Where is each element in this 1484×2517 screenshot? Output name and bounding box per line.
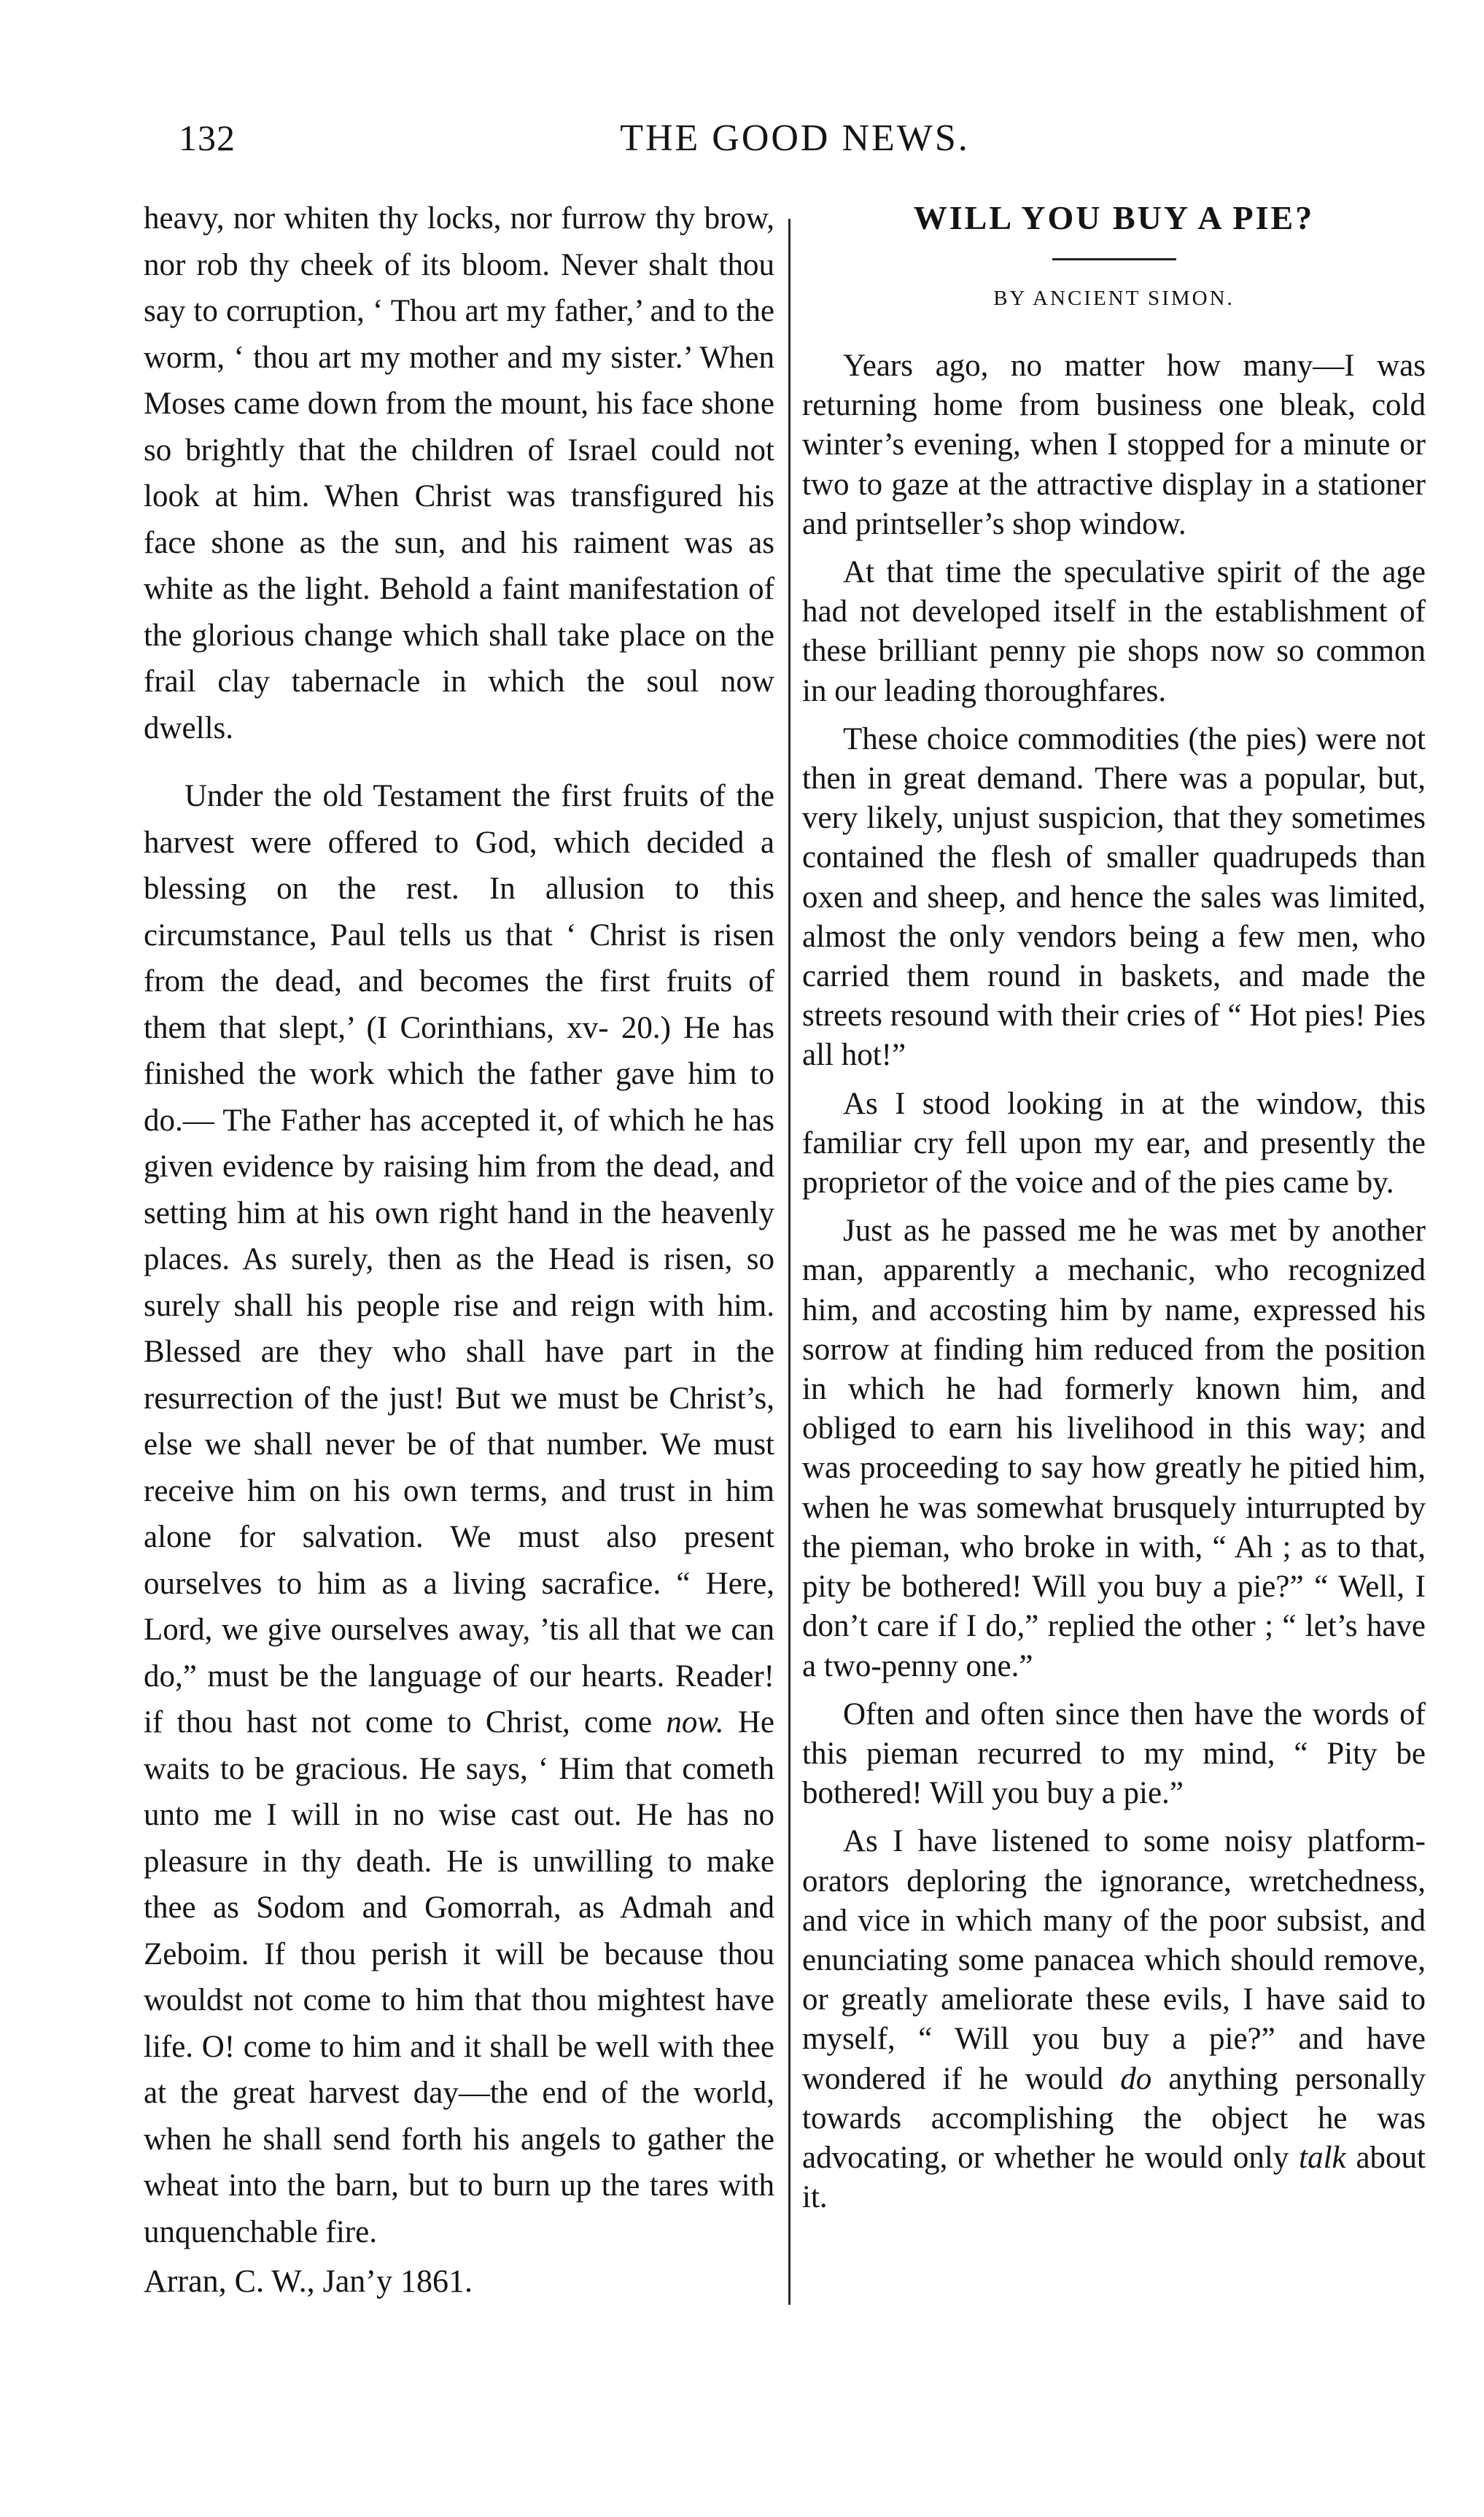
article-paragraph: At that time the speculative spirit of the age had not developed itself in the establishment of these brilliant penny pie shops now so common in our leading thoroughfares. — [802, 555, 1426, 708]
right-column — [802, 195, 1426, 2217]
emphasis-now: now. — [666, 1705, 724, 1740]
article-paragraph: Often and often since then have the words of this pieman recurred to my mind, “ Pity be bothered! Will you buy a pie.” — [802, 1696, 1426, 1811]
emphasis-talk: talk — [1299, 2140, 1346, 2175]
page-header — [179, 117, 1411, 175]
emphasis-do: do — [1120, 2061, 1152, 2096]
article-title: WILL YOU BUY A PIE? — [913, 199, 1315, 236]
article-paragraph-text: As I have listened to some noisy platform-orators deploring the ignorance, wretchedness, and vice in which many of the poor subsist, and enunciating some panacea which should remove, or greatly ameliorate these evils, I have said to myself, “ Will you buy a pie?” and have wondered if he would — [802, 1824, 1426, 2096]
article-paragraph: Just as he passed me he was met by another man, apparently a mechanic, who recognized him, and accosting him by name, expressed his sorrow at finding him reduced from the position in which he had formerly known him, and obliged to earn his livelihood in this way; and was proceeding to say how greatly he pitied him, when he was somewhat brusquely inturrupted by the pieman, who broke in with, “ Ah ; as to that, pity be bothered! Will you buy a pie?” “ Well, I don’t care if I do,” replied the other ; “ let’s have a two-penny one.” — [802, 1214, 1426, 1683]
left-paragraph-first-fruits — [144, 773, 774, 2255]
title-rule — [1052, 258, 1176, 260]
article-paragraph: As I stood looking in at the window, this familiar cry fell upon my ear, and presently the proprietor of the voice and of the pies came by. — [802, 1086, 1426, 1201]
left-paragraph-text: Under the old Testament the first fruits of the harvest were offered to God, which decided a blessing on the rest. In allusion to this circumstance, Paul tells us that ‘ Christ is risen from the dead, and becomes the first fruits of them that slept,’ (I Corinthians, xv- 20.) He has finished the work which the father gave him to do.— The Father has accepted it, of which he has given evidence by raising him from the dead, and setting him at his own right hand in the heavenly places. As surely, then as the Head is risen, so surely shall his people rise and reign with him. Blessed are they who shall have part in the resurrection of the just! But we must be Christ’s, else we shall never be of that number. We must receive him on his own terms, and trust in him alone for salvation. We must also present ourselves to him as a living sacrafice. “ Here, Lord, we give ourselves away, ’tis all that we can do,” must be the language of our hearts. Reader! if thou hast not come to Christ, come — [144, 779, 774, 1740]
article-paragraph: These choice commodities (the pies) were not then in great demand. There was a popular, but, very likely, unjust suspicion, that they sometimes contained the flesh of smaller quadrupeds than oxen and sheep, and hence the sales was limited, almost the only vendors being a few men, who carried them round in baskets, and made the streets resound with their cries of “ Hot pies! Pies all hot!” — [802, 721, 1426, 1073]
article-paragraph-text: about it. — [802, 2140, 1426, 2215]
page-number: 132 — [179, 117, 236, 158]
article-byline: BY ANCIENT SIMON. — [993, 287, 1235, 310]
running-title: THE GOOD NEWS. — [620, 117, 970, 159]
article-paragraph: Years ago, no matter how many—I was returning home from business one bleak, cold winter’s evening, when I stopped for a minute or two to gaze at the attractive display in a stationer and printseller’s shop window. — [802, 349, 1426, 541]
left-paragraph-continuation: heavy, nor whiten thy locks, nor furrow thy brow, nor rob thy cheek of its bloom. Never shalt thou say to corruption, ‘ Thou art my father,’ and to the worm, ‘ thou art my mother and my sister.’ When Moses came down from the mount, his face shone so brightly that the children of Israel could not look at him. When Christ was transfigured his face shone as the sun, and his raiment was as white as the light. Behold a faint manifestation of the glorious change which shall take place on the frail clay tabernacle in which the soul now dwells. — [144, 201, 774, 745]
article-paragraph — [802, 1822, 1426, 2217]
column-divider — [788, 219, 790, 2305]
signature-line: Arran, C. W., Jan’y 1861. — [144, 2263, 473, 2299]
left-column — [144, 195, 774, 2305]
article-paragraph-text: anything personally towards accomplishing the object he was advocating, or whether he would only — [802, 2061, 1426, 2175]
left-paragraph-text: He waits to be gracious. He says, ‘ Him that cometh unto me I will in no wise cast out. He has no pleasure in thy death. He is unwilling to make thee as Sodom and Gomorrah, as Admah and Zeboim. If thou perish it will be because thou wouldst not come to him that thou mightest have life. O! come to him and it shall be well with thee at the great harvest day—the end of the world, when he shall send forth his angels to gather the wheat into the barn, but to burn up the tares with unquenchable fire. — [144, 1705, 774, 2249]
